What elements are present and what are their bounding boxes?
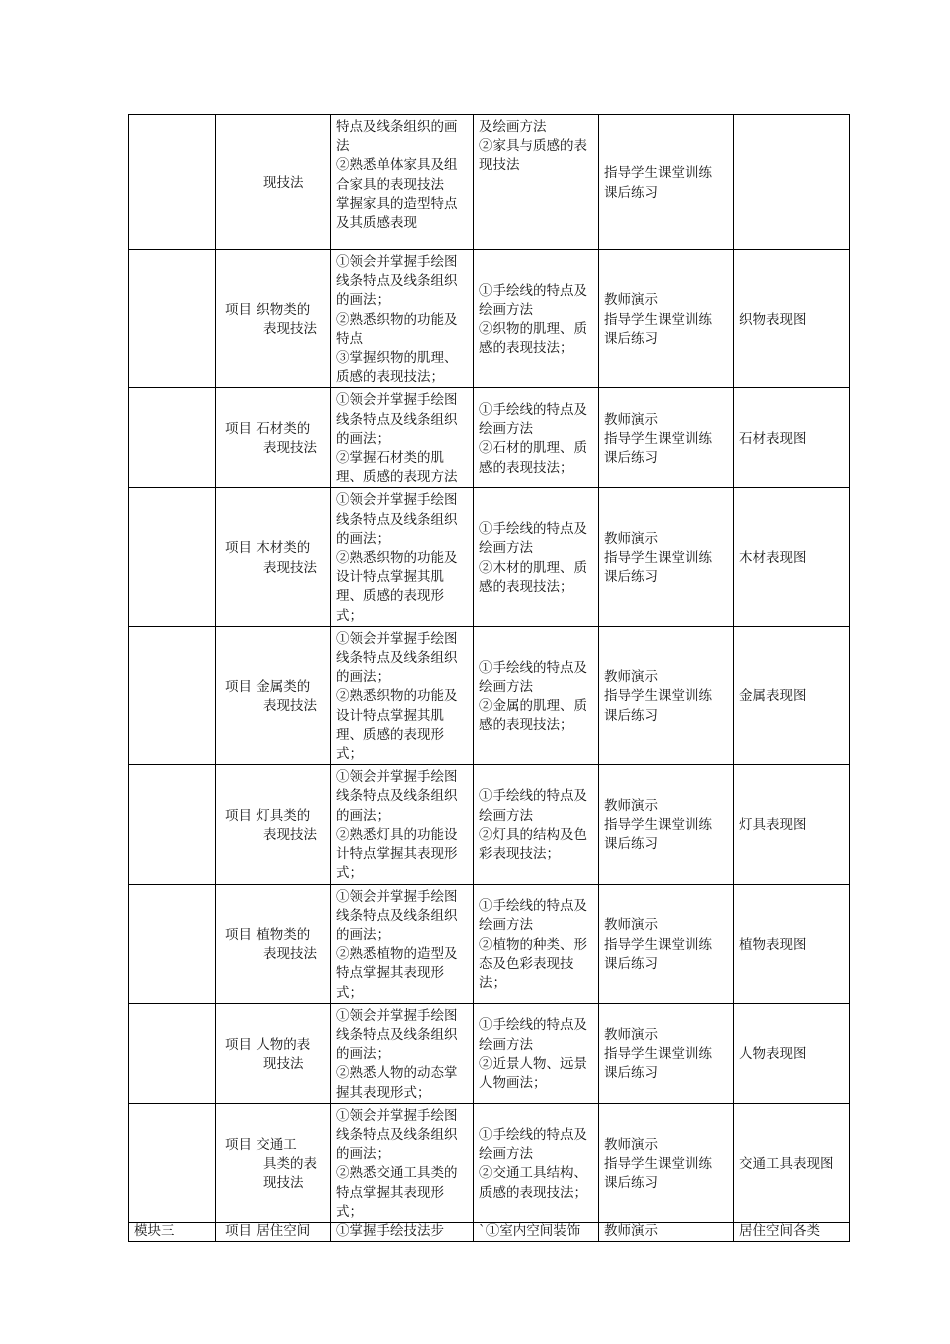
method-cell bbox=[599, 1003, 734, 1103]
project-name: 表现技法 bbox=[263, 698, 317, 715]
method-cell bbox=[599, 1103, 734, 1222]
result-cell: 金属表现图 bbox=[734, 626, 850, 764]
content-cell bbox=[474, 1222, 599, 1241]
method-text: 指导学生课堂训练 bbox=[604, 430, 712, 447]
objective-text: ②熟悉人物的动态掌握其表现形式； bbox=[336, 1065, 458, 1101]
content-cell bbox=[474, 1103, 599, 1222]
project-name: 表现技法 bbox=[263, 559, 317, 576]
objective-text: ②熟悉灯具的功能设计特点掌握其表现形式； bbox=[336, 826, 458, 882]
objective-text: ①掌握手绘技法步 bbox=[336, 1222, 444, 1239]
objectives-cell bbox=[331, 115, 474, 250]
table-row bbox=[129, 115, 850, 250]
objective-text: ②熟悉织物的功能及设计特点掌握其肌理、质感的表现形式； bbox=[336, 550, 458, 624]
objective-text: ②熟悉织物的功能及设计特点掌握其肌理、质感的表现形式； bbox=[336, 688, 458, 763]
course-plan-table bbox=[128, 114, 850, 1242]
objectives-cell bbox=[331, 388, 474, 488]
objectives-cell bbox=[331, 250, 474, 388]
method-text: 教师演示 bbox=[604, 1136, 658, 1153]
content-text: ②近景人物、远景人物画法； bbox=[479, 1055, 587, 1091]
objective-text: ②熟悉单体家具及组合家具的表现技法 bbox=[336, 157, 458, 193]
project-name: 项目 金属类的 bbox=[225, 678, 311, 695]
project-cell bbox=[216, 388, 331, 488]
project-cell bbox=[216, 1222, 331, 1241]
content-text: ①手绘线的特点及绘画方法 bbox=[479, 898, 587, 934]
content-text: ②石材的肌理、质感的表现技法； bbox=[479, 440, 587, 476]
method-text: 指导学生课堂训练 bbox=[604, 311, 712, 328]
content-cell bbox=[474, 115, 599, 250]
objectives-cell bbox=[331, 1222, 474, 1241]
project-name: 表现技法 bbox=[263, 440, 317, 457]
objective-text: ①领会并掌握手绘图线条特点及线条组织的画法； bbox=[336, 888, 458, 943]
content-text: ②植物的种类、形态及色彩表现技法； bbox=[479, 936, 587, 991]
method-text: 指导学生课堂训练 bbox=[604, 936, 712, 953]
module-cell bbox=[129, 626, 216, 764]
result-cell: 石材表现图 bbox=[734, 388, 850, 488]
result-cell: 交通工具表现图 bbox=[734, 1103, 850, 1222]
method-text: 指导学生课堂训练 bbox=[604, 688, 712, 705]
objective-text: ②熟悉交通工具类的特点掌握其表现形式； bbox=[336, 1165, 458, 1220]
method-text: 指导学生课堂训练 bbox=[604, 165, 712, 182]
method-text: 教师演示 bbox=[604, 798, 658, 815]
result-cell: 居住空间各类 bbox=[734, 1222, 850, 1241]
module-cell bbox=[129, 115, 216, 250]
project-name: 项目 植物类的 bbox=[225, 926, 311, 943]
content-text: ①手绘线的特点及绘画方法 bbox=[479, 1017, 587, 1053]
project-cell bbox=[216, 765, 331, 884]
content-text: ②家具与质感的表现技法 bbox=[479, 138, 587, 174]
objectives-cell bbox=[331, 765, 474, 884]
objectives-cell bbox=[331, 884, 474, 1003]
project-name: 项目 居住空间 bbox=[225, 1222, 311, 1239]
objective-text: ①领会并掌握手绘图线条特点及线条组织的画法； bbox=[336, 630, 458, 686]
project-name: 项目 石材类的 bbox=[225, 421, 311, 438]
objective-text: ①领会并掌握手绘图线条特点及线条组织的画法； bbox=[336, 769, 458, 824]
method-cell bbox=[599, 115, 734, 250]
content-cell bbox=[474, 1003, 599, 1103]
method-text: 教师演示 bbox=[604, 1026, 658, 1043]
method-text: 指导学生课堂训练 bbox=[604, 1155, 712, 1172]
content-text: ①手绘线的特点及绘画方法 bbox=[479, 402, 587, 438]
method-cell bbox=[599, 488, 734, 626]
content-text: ①手绘线的特点及绘画方法 bbox=[479, 521, 587, 557]
method-cell bbox=[599, 765, 734, 884]
content-cell bbox=[474, 388, 599, 488]
objective-text: ①领会并掌握手绘图线条特点及线条组织的画法； bbox=[336, 492, 458, 547]
project-name: 现技法 bbox=[263, 1174, 304, 1191]
project-name: 项目 木材类的 bbox=[225, 540, 311, 557]
objective-text: ②熟悉织物的功能及特点 bbox=[336, 311, 458, 347]
table-row bbox=[129, 388, 850, 488]
result-cell: 木材表现图 bbox=[734, 488, 850, 626]
module-cell bbox=[129, 250, 216, 388]
module-cell bbox=[129, 1003, 216, 1103]
module-cell bbox=[129, 1103, 216, 1222]
project-name: 现技法 bbox=[263, 1055, 304, 1072]
module-cell bbox=[129, 884, 216, 1003]
content-text: ②织物的肌理、质感的表现技法； bbox=[479, 321, 587, 357]
objectives-cell bbox=[331, 488, 474, 626]
project-name: 项目 织物类的 bbox=[225, 302, 311, 318]
method-cell bbox=[599, 884, 734, 1003]
method-text: 课后练习 bbox=[604, 707, 658, 724]
content-text: ②灯具的结构及色彩表现技法； bbox=[479, 826, 587, 863]
method-text: 教师演示 bbox=[604, 669, 658, 686]
module-cell bbox=[129, 488, 216, 626]
module-cell bbox=[129, 765, 216, 884]
result-cell: 植物表现图 bbox=[734, 884, 850, 1003]
method-text: 课后练习 bbox=[604, 1065, 658, 1082]
table-row bbox=[129, 250, 850, 388]
method-text: 课后练习 bbox=[604, 1174, 658, 1191]
content-cell bbox=[474, 765, 599, 884]
result-cell bbox=[734, 115, 850, 250]
table-row bbox=[129, 884, 850, 1003]
content-text: ①手绘线的特点及绘画方法 bbox=[479, 659, 587, 695]
project-cell bbox=[216, 115, 331, 250]
project-cell bbox=[216, 884, 331, 1003]
result-cell: 织物表现图 bbox=[734, 250, 850, 388]
table-body bbox=[129, 115, 850, 1242]
table-row bbox=[129, 1003, 850, 1103]
content-text: ①手绘线的特点及绘画方法 bbox=[479, 788, 587, 824]
objective-text: 特点及线条组织的画法 bbox=[336, 119, 458, 155]
project-name: 表现技法 bbox=[263, 946, 317, 963]
method-text: 教师演示 bbox=[604, 292, 658, 309]
project-cell bbox=[216, 626, 331, 764]
project-name: 表现技法 bbox=[263, 826, 317, 843]
project-name: 具类的表 bbox=[263, 1155, 317, 1172]
content-text: 及绘画方法 bbox=[479, 119, 547, 135]
method-text: 指导学生课堂训练 bbox=[604, 817, 712, 834]
project-name: 表现技法 bbox=[263, 321, 317, 338]
objective-text: ①领会并掌握手绘图线条特点及线条组织的画法； bbox=[336, 392, 458, 447]
method-text: 课后练习 bbox=[604, 569, 658, 586]
objective-text: ①领会并掌握手绘图线条特点及线条组织的画法； bbox=[336, 254, 458, 309]
content-text: ①手绘线的特点及绘画方法 bbox=[479, 1126, 587, 1163]
project-cell bbox=[216, 488, 331, 626]
content-text: ②金属的肌理、质感的表现技法； bbox=[479, 698, 587, 734]
objective-text: 掌握家具的造型特点及其质感表现 bbox=[336, 195, 458, 232]
objective-text: ①领会并掌握手绘图线条特点及线条组织的画法； bbox=[336, 1007, 458, 1063]
method-text: 教师演示 bbox=[604, 411, 658, 428]
method-text: 课后练习 bbox=[604, 184, 658, 201]
content-text: ②交通工具结构、质感的表现技法； bbox=[479, 1165, 587, 1201]
content-cell bbox=[474, 250, 599, 388]
method-text: 课后练习 bbox=[604, 836, 658, 853]
project-cell bbox=[216, 1103, 331, 1222]
result-cell: 灯具表现图 bbox=[734, 765, 850, 884]
method-text: 教师演示 bbox=[604, 917, 658, 934]
method-text: 课后练习 bbox=[604, 450, 658, 467]
objective-text: ②掌握石材类的肌理、质感的表现方法 bbox=[336, 450, 458, 486]
content-text: `①室内空间装饰 bbox=[479, 1222, 581, 1239]
content-text: ②木材的肌理、质感的表现技法； bbox=[479, 559, 587, 595]
objectives-cell bbox=[331, 1003, 474, 1103]
table-row bbox=[129, 626, 850, 764]
module-cell: 模块三 bbox=[129, 1222, 216, 1241]
module-cell bbox=[129, 388, 216, 488]
table-row bbox=[129, 1222, 850, 1241]
project-cell bbox=[216, 250, 331, 388]
objectives-cell bbox=[331, 1103, 474, 1222]
method-text: 课后练习 bbox=[604, 955, 658, 972]
table-row bbox=[129, 488, 850, 626]
method-cell bbox=[599, 250, 734, 388]
project-name: 现技法 bbox=[263, 174, 304, 191]
table-row bbox=[129, 1103, 850, 1222]
table-row bbox=[129, 765, 850, 884]
project-name: 项目 人物的表 bbox=[225, 1036, 311, 1053]
content-cell bbox=[474, 626, 599, 764]
objective-text: ②熟悉植物的造型及特点掌握其表现形式； bbox=[336, 946, 458, 1001]
content-cell bbox=[474, 884, 599, 1003]
method-text: 指导学生课堂训练 bbox=[604, 1046, 712, 1063]
objective-text: ①领会并掌握手绘图线条特点及线条组织的画法； bbox=[336, 1107, 458, 1163]
project-cell bbox=[216, 1003, 331, 1103]
method-cell bbox=[599, 388, 734, 488]
content-cell bbox=[474, 488, 599, 626]
project-name: 项目 灯具类的 bbox=[225, 807, 311, 824]
project-name: 项目 交通工 bbox=[225, 1136, 297, 1153]
method-cell bbox=[599, 626, 734, 764]
result-cell: 人物表现图 bbox=[734, 1003, 850, 1103]
method-text: 教师演示 bbox=[604, 530, 658, 547]
method-text: 指导学生课堂训练 bbox=[604, 550, 712, 567]
method-text: 课后练习 bbox=[604, 330, 658, 347]
objective-text: ③掌握织物的肌理、质感的表现技法； bbox=[336, 350, 458, 386]
content-text: ①手绘线的特点及绘画方法 bbox=[479, 282, 587, 318]
objectives-cell bbox=[331, 626, 474, 764]
method-cell bbox=[599, 1222, 734, 1241]
method-text: 教师演示 bbox=[604, 1222, 658, 1239]
